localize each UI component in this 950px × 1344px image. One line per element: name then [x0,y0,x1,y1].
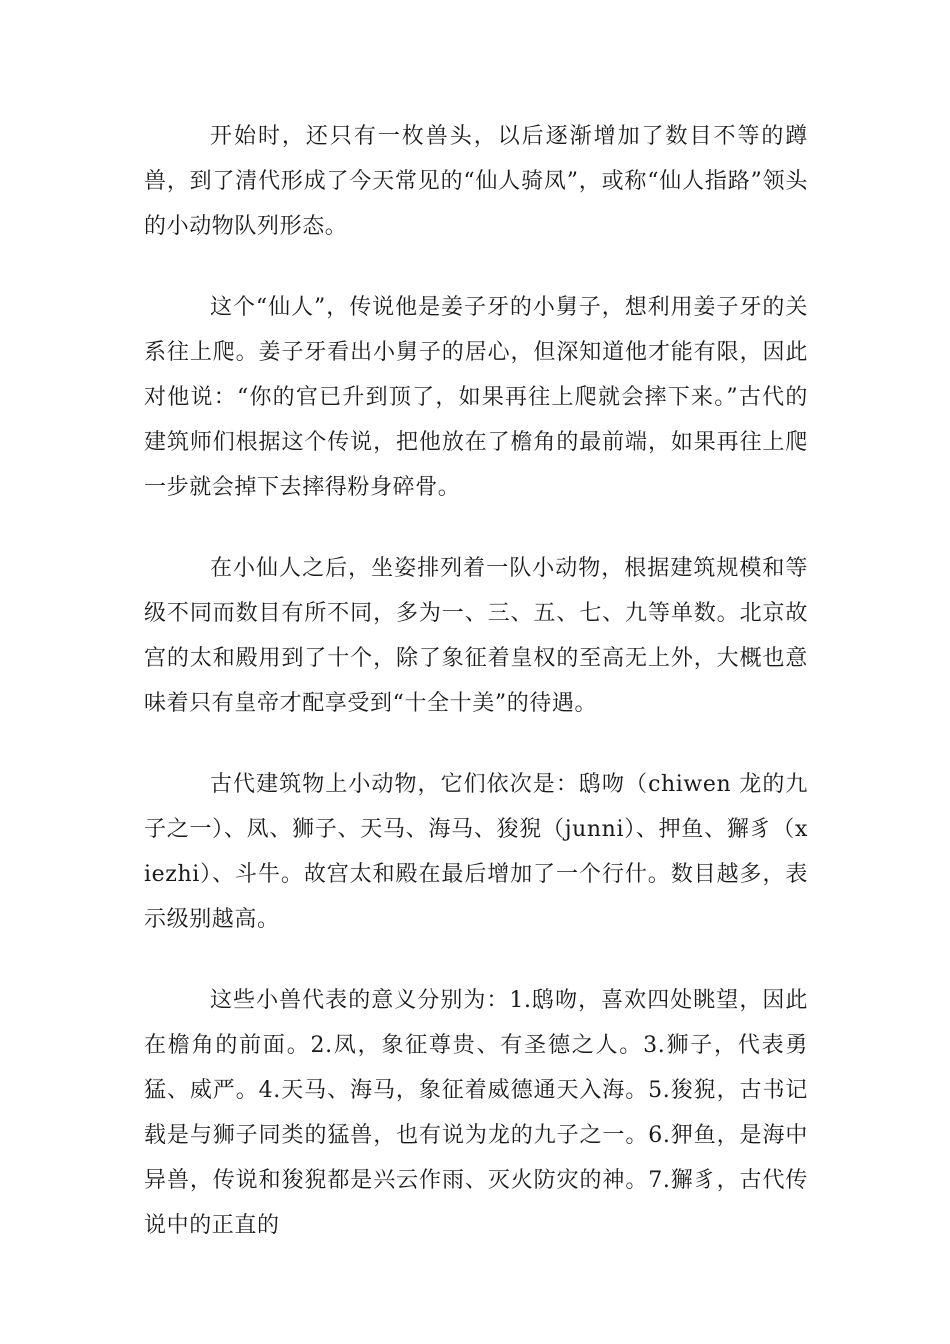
paragraph-5: 这些小兽代表的意义分别为：1.鸱吻，喜欢四处眺望，因此在檐角的前面。2.凤，象征尊贵、有圣德之人。3.狮子，代表勇猛、威严。4.天马、海马，象征着威德通天入海。5.狻猊，古书记载是与狮子同类的猛兽，也有说为龙的九子之一。6.狎鱼，是海中异兽，传说和狻猊都是兴云作雨、灭火防灾的神。7.獬豸，古代传说中的正直的 [144,988,808,1238]
document-body [144,114,808,1284]
paragraph-1: 开始时，还只有一枚兽头，以后逐渐增加了数目不等的蹲兽，到了清代形成了今天常见的“仙人骑凤”，或称“仙人指路”领头的小动物队列形态。 [144,124,808,239]
paragraph-2: 这个“仙人”，传说他是姜子牙的小舅子，想利用姜子牙的关系往上爬。姜子牙看出小舅子的居心，但深知道他才能有限，因此对他说：“你的官已升到顶了，如果再往上爬就会摔下来。”古代的建筑师们根据这个传说，把他放在了檐角的最前端，如果再往上爬一步就会掉下去摔得粉身碎骨。 [144,295,808,500]
paragraph-4: 古代建筑物上小动物，它们依次是：鸱吻（chiwen 龙的九子之一）、凤、狮子、天马、海马、狻猊（junni）、押鱼、獬豸（xiezhi）、斗牛。故宫太和殿在最后增加了一个行什。数目越多，表示级别越高。 [144,772,808,932]
paragraph-3: 在小仙人之后，坐姿排列着一队小动物，根据建筑规模和等级不同而数目有所不同，多为一、三、五、七、九等单数。北京故宫的太和殿用到了十个，除了象征着皇权的至高无上外，大概也意味着只有皇帝才配享受到“十全十美”的待遇。 [144,556,808,716]
